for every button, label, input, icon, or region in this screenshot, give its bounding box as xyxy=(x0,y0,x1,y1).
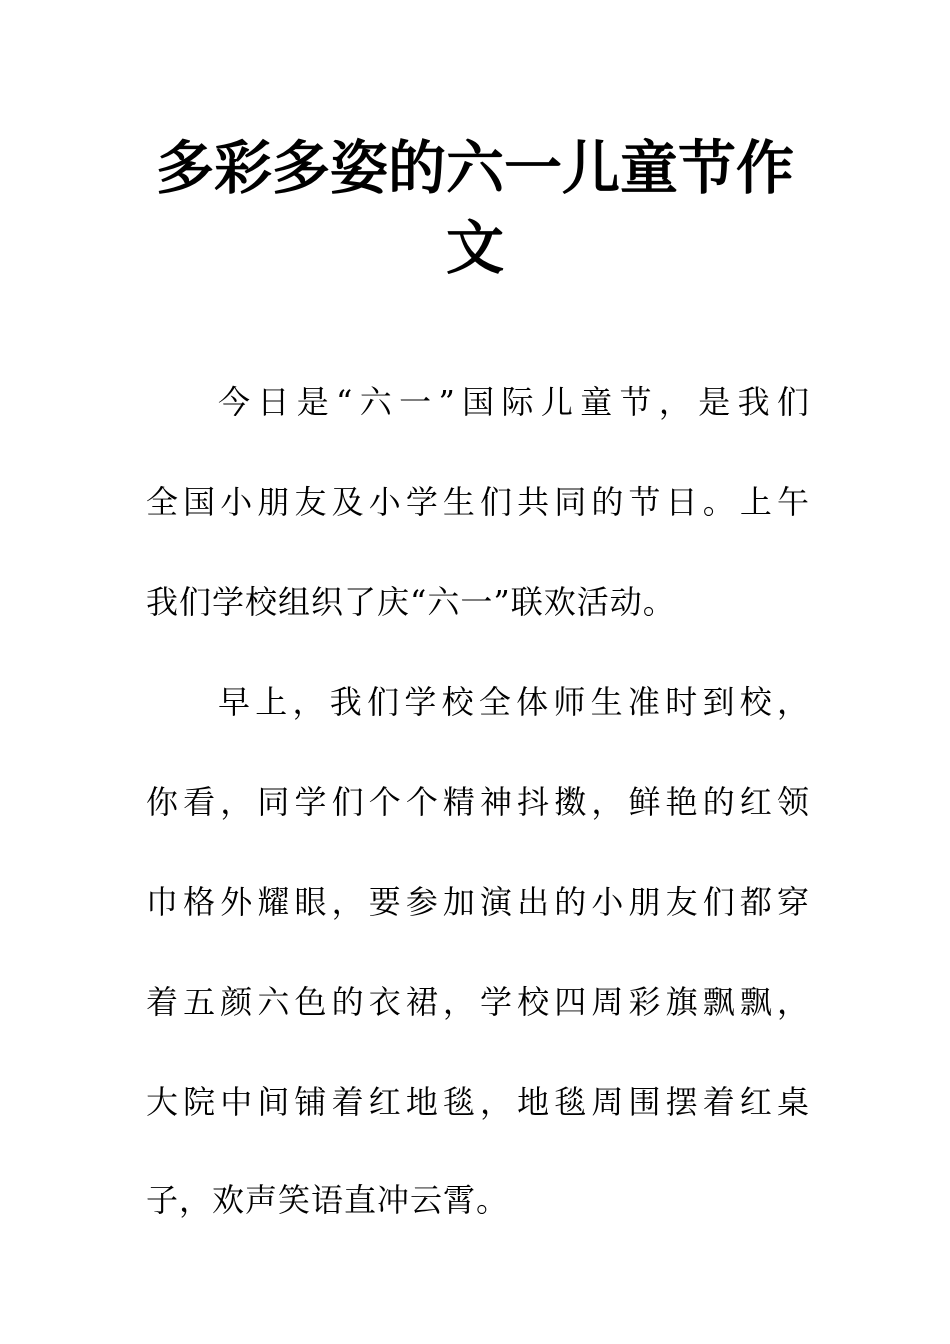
paragraph-line: 着五颜六色的衣裙，学校四周彩旗飘飘， xyxy=(146,983,810,1021)
paragraph-line: 我们学校组织了庆“六一”联欢活动。 xyxy=(146,583,676,621)
title-line: 文 xyxy=(445,214,504,282)
paragraph-line: 子，欢声笑语直冲云霄。 xyxy=(146,1181,510,1219)
document-title xyxy=(140,128,810,288)
paragraph-line: 全国小朋友及小学生们共同的节日。上午 xyxy=(146,483,810,521)
title-line: 多彩多姿的六一儿童节作 xyxy=(155,134,794,202)
paragraph-line: 你看，同学们个个精神抖擞，鲜艳的红领 xyxy=(146,783,810,821)
paragraph-line: 巾格外耀眼，要参加演出的小朋友们都穿 xyxy=(146,883,810,921)
paragraph-line: 早上，我们学校全体师生准时到校， xyxy=(218,683,810,721)
paragraph-line: 大院中间铺着红地毯，地毯周围摆着红桌 xyxy=(146,1083,810,1121)
paragraph-line: 今日是“六一”国际儿童节，是我们 xyxy=(218,383,810,421)
